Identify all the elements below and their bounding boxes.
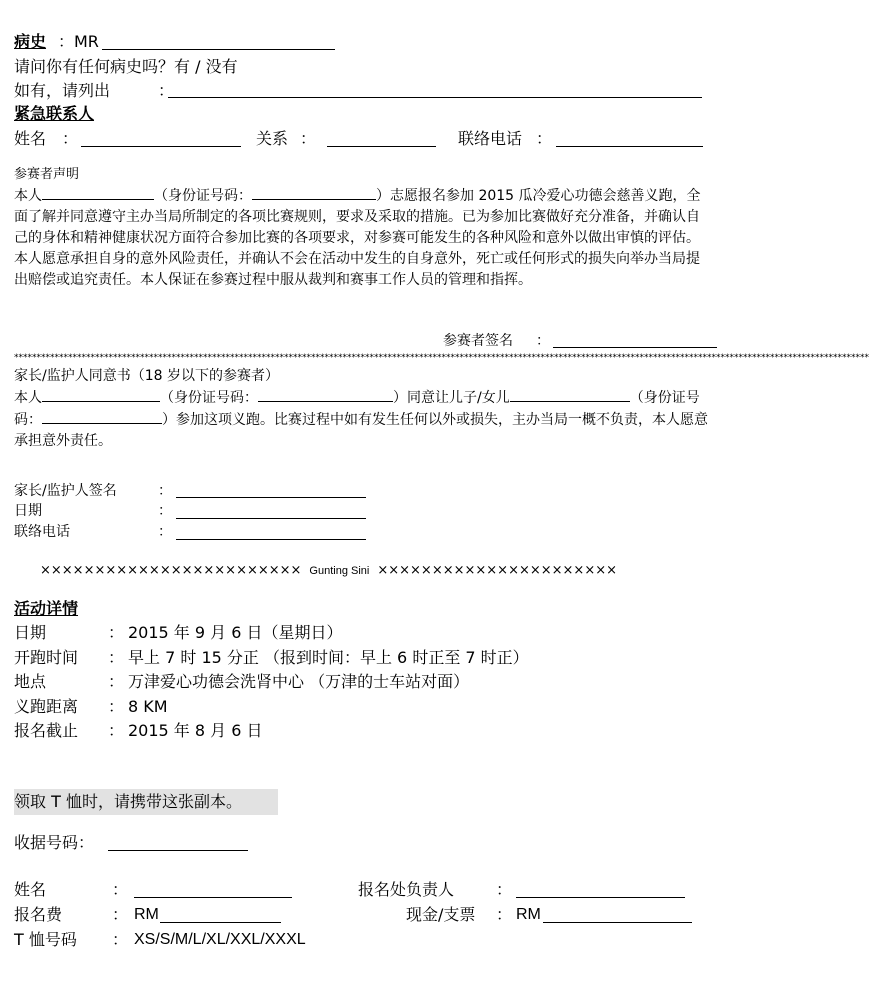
history-list-label: 如有，请列出	[14, 81, 111, 100]
footer-person-colon: ：	[496, 880, 513, 899]
event-venue-value: 万津爱心功德会洗肾中心 （万津的士车站对面）	[128, 672, 470, 691]
event-deadline-value: 2015 年 8 月 6 日	[128, 721, 263, 740]
cut-line-left-crosses: ××××××××××××××××××××××××	[40, 563, 302, 578]
declaration-body-part-1: 本人	[14, 188, 42, 204]
guardian-sign-colon: ：	[158, 483, 172, 499]
event-distance-value: 8 KM	[128, 697, 168, 716]
event-distance-colon: ：	[108, 697, 125, 716]
guardian-ic-field[interactable]	[258, 387, 393, 402]
declaration-sign-field[interactable]	[553, 347, 717, 348]
cut-line-scissors-text: Gunting Sini	[309, 565, 370, 577]
receipt-field[interactable]	[108, 850, 248, 851]
footer-person-field[interactable]	[516, 897, 685, 898]
guardian-body-part-3: ）同意让儿子/女儿	[393, 390, 510, 406]
footer-fee-label: 报名费	[14, 905, 63, 924]
guardian-phone-field[interactable]	[176, 539, 366, 540]
emergency-phone-colon: ：	[536, 129, 553, 148]
mr-field[interactable]	[102, 49, 335, 50]
declaration-body-part-3: ）志愿报名参加 2015 瓜冷爱心功德会慈善义跑，全面了解并同意遵守主办当局所制定的各项比赛规则，要求及采取的措施。已为参加比赛做好充分准备，并确认自己的身体和精神健康状况方面符合参加比赛的各项要求，对参赛可能发生的各种风险和意外以做出审慎的评估。本人愿意承担自身的意外风险责任，并确认不会在活动中发生的自身意外，死亡或任何形式的损失向举办当局提出赔偿或追究责任。本人保证在参赛过程中服从裁判和赛事工作人员的管理和指挥。	[14, 188, 701, 288]
history-list-colon: ：	[158, 81, 175, 100]
footer-name-label: 姓名	[14, 880, 47, 899]
guardian-body-part-2: （身份证号码：	[160, 390, 258, 406]
emergency-title: 紧急联系人	[14, 104, 95, 123]
receipt-label: 收据号码：	[14, 833, 95, 852]
guardian-body	[14, 387, 709, 452]
guardian-date-colon: ：	[158, 503, 172, 519]
footer-payment-label: 现金/支票	[406, 905, 476, 924]
history-question: 请问你有任何病史吗？有 / 没有	[14, 57, 238, 76]
event-date-colon: ：	[108, 623, 125, 642]
declaration-title: 参赛者声明	[14, 167, 80, 182]
declaration-sign-colon: ：	[536, 333, 550, 349]
event-date-value: 2015 年 9 月 6 日（星期日）	[128, 623, 343, 642]
footer-payment-field[interactable]	[543, 922, 692, 923]
guardian-body-part-4: （身份证号码：	[14, 390, 700, 428]
footer-person-label: 报名处负责人	[358, 880, 455, 899]
declaration-sign-label: 参赛者签名	[443, 333, 513, 349]
emergency-name-colon: ：	[62, 129, 79, 148]
guardian-body-part-5: ）参加这项义跑。比赛过程中如有发生任何以外或损失，主办当局一概不负责，本人愿意承担意外责任。	[14, 412, 708, 449]
declaration-body	[14, 185, 709, 291]
guardian-sign-label: 家长/监护人签名	[14, 483, 117, 499]
child-ic-field[interactable]	[42, 409, 162, 424]
guardian-phone-colon: ：	[158, 524, 172, 540]
event-title: 活动详情	[14, 599, 79, 618]
emergency-phone-field[interactable]	[556, 146, 703, 147]
event-date-label: 日期	[14, 623, 47, 642]
guardian-sign-field[interactable]	[176, 497, 366, 498]
footer-payment-colon: ：	[496, 905, 513, 924]
event-start-value: 早上 7 时 15 分正 （报到时间：早上 6 时正至 7 时正）	[128, 648, 529, 667]
event-deadline-colon: ：	[108, 721, 125, 740]
guardian-title: 家长/监护人同意书（18 岁以下的参赛者）	[14, 368, 279, 384]
guardian-date-label: 日期	[14, 503, 42, 519]
footer-name-colon: ：	[112, 880, 129, 899]
mr-label: ：MR	[58, 32, 99, 51]
footer-shirt-colon: ：	[112, 930, 129, 949]
event-distance-label: 义跑距离	[14, 697, 79, 716]
tshirt-collection-note: 领取 T 恤时，请携带这张副本。	[14, 789, 278, 815]
event-venue-label: 地点	[14, 672, 47, 691]
child-name-field[interactable]	[510, 387, 630, 402]
footer-name-field[interactable]	[134, 897, 292, 898]
event-start-label: 开跑时间	[14, 648, 79, 667]
cut-line	[40, 563, 700, 579]
event-start-colon: ：	[108, 648, 125, 667]
emergency-relation-field[interactable]	[327, 146, 436, 147]
declaration-name-field[interactable]	[42, 185, 154, 200]
declaration-ic-field[interactable]	[252, 185, 376, 200]
emergency-relation-label: 关系	[256, 129, 289, 148]
footer-fee-colon: ：	[112, 905, 129, 924]
guardian-name-field[interactable]	[42, 387, 160, 402]
cut-line-right-crosses: ××××××××××××××××××××××	[377, 563, 617, 578]
guardian-body-part-1: 本人	[14, 390, 42, 406]
emergency-phone-label: 联络电话	[458, 129, 523, 148]
emergency-name-label: 姓名	[14, 129, 47, 148]
footer-fee-field[interactable]	[160, 922, 281, 923]
guardian-phone-label: 联络电话	[14, 524, 70, 540]
footer-fee-currency: RM	[134, 906, 159, 923]
event-deadline-label: 报名截止	[14, 721, 79, 740]
declaration-body-part-2: （身份证号码：	[154, 188, 252, 204]
footer-shirt-label: T 恤号码	[14, 930, 77, 949]
footer-payment-currency: RM	[516, 906, 541, 923]
separator-stars: **********************************************************************************************************************************************************************************************	[14, 353, 869, 363]
event-venue-colon: ：	[108, 672, 125, 691]
emergency-relation-colon: ：	[300, 129, 317, 148]
guardian-date-field[interactable]	[176, 518, 366, 519]
history-list-field[interactable]	[168, 97, 702, 98]
emergency-name-field[interactable]	[81, 146, 241, 147]
history-title: 病史	[14, 32, 47, 51]
footer-shirt-sizes[interactable]: XS/S/M/L/XL/XXL/XXXL	[134, 931, 306, 948]
